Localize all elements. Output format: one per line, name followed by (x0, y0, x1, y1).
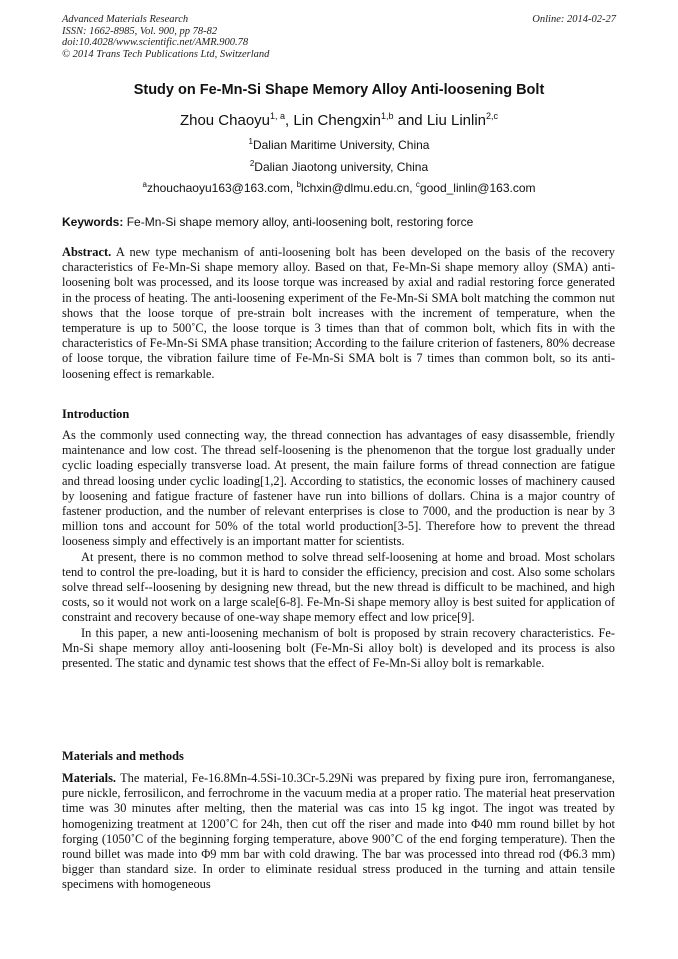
email-a[interactable]: zhouchaoyu163@163.com, (146, 181, 297, 195)
keywords (62, 215, 622, 229)
email-line (0, 181, 678, 195)
introduction-body (62, 428, 615, 671)
journal-name: Advanced Materials Research (62, 14, 189, 25)
abstract (62, 245, 615, 382)
email-b[interactable]: lchxin@dlmu.edu.cn, (301, 181, 416, 195)
intro-paragraph-2: At present, there is no common method to solve thread self-loosening at home and broad. Most scholars tend to control the pre-loading, but it is hard to consider the efficiency, precision and cost. Also some scholars solve thread self--loosening by designing new thread, but the new thread is difficult to be machined, and high costs, so it would not work on a large scale[6-8]. Fe-Mn-Si shape memory alloy is best suited for application of constraint and recovery because of one-way shape memory effect and low price[9]. (62, 549, 615, 625)
journal-issn: ISSN: 1662-8985, Vol. 900, pp 78-82 (62, 25, 218, 37)
intro-paragraph-3: In this paper, a new anti-loosening mechanism of bolt is proposed by strain recovery characteristics. Fe-Mn-Si shape memory alloy anti-loosening bolt (Fe-Mn-Si alloy bolt) is developed and its process is also presented. The static and dynamic test shows that the effect of Fe-Mn-Si alloy bolt is remarkable. (62, 625, 615, 671)
abstract-label: Abstract. (62, 245, 112, 259)
methods-heading: Materials and methods (62, 749, 184, 763)
affiliation-1-sup: 1 (248, 137, 253, 146)
affiliation-1 (0, 138, 678, 152)
author-2-sup: 1,b (380, 111, 394, 121)
author-1: Zhou Chaoyu (179, 112, 271, 129)
methods-body (62, 771, 615, 893)
journal-copyright: © 2014 Trans Tech Publications Ltd, Switzerland (62, 48, 270, 60)
introduction-heading: Introduction (62, 407, 130, 421)
author-1-sup: 1, a (270, 111, 286, 121)
affiliation-1-text: Dalian Maritime University, China (252, 138, 430, 152)
author-3-sup: 2,c (486, 111, 499, 121)
affiliation-2-sup: 2 (249, 159, 255, 168)
author-2: , Lin Chengxin (285, 112, 381, 129)
email-c-sup: c (415, 180, 420, 189)
paper-title: Study on Fe-Mn-Si Shape Memory Alloy Anti-loosening Bolt (133, 82, 545, 98)
author-line (0, 112, 678, 129)
affiliation-2-text: Dalian Jiaotong university, China (254, 160, 429, 174)
online-date: Online: 2014-02-27 (532, 14, 616, 25)
email-c[interactable]: good_linlin@163.com (419, 181, 536, 195)
affiliation-2 (0, 160, 678, 174)
intro-paragraph-1: As the commonly used connecting way, the thread connection has advantages of easy disassemble, friendly maintenance and low cost. The thread self-loosening is the phenomenon that the torgue lost gradually under cyclic loading especially transverse load. At present, the main failure forms of thread connection are fatigue and thread loosing under cyclic loading[1,2]. According to statistics, the economic losses of machinery caused by loosening and fatigue fracture of fastener have run into billions of dollars. China is a major country of fastener production, and the number of relevant enterprises is close to 7000, and the production is near by 3 million tons and account for 50% of the total world production[3-5]. Therefore how to prevent the thread looseness simply and effectively is an important matter for scientists. (62, 428, 615, 549)
abstract-text: A new type mechanism of anti-loosening bolt has been developed on the basis of the recovery characteristics of Fe-Mn-Si shape memory alloy. Based on that, Fe-Mn-Si shape memory alloy (SMA) anti-loosening bolt was processed, and its loose torque was increased by axial and radial restoring force generated in the process of heating. The anti-loosening experiment of the Fe-Mn-Si SMA bolt matching the common nut shows that the loose torque of pre-strain bolt increases with the increment of temperature, when the temperature is up to 500˚C, the loose torque is 3 times than that of common bolt, which fits in with the characteristics of Fe-Mn-Si SMA phase transition; According to the failure criterion of fasteners, 80% decrease of loose torque, the vibration failure time of Fe-Mn-Si SMA bolt is 7 times than common bolt, so its anti-loosening effect is remarkable. (62, 245, 615, 381)
keywords-text: Fe-Mn-Si shape memory alloy, anti-loosening bolt, restoring force (123, 215, 474, 229)
email-a-sup: a (142, 180, 147, 189)
keywords-label: Keywords: (62, 215, 124, 229)
author-3: and Liu Linlin (393, 112, 487, 129)
email-b-sup: b (296, 180, 302, 189)
journal-header (62, 14, 269, 60)
materials-text: The material, Fe-16.8Mn-4.5Si-10.3Cr-5.29Ni was prepared by fixing pure iron, ferromanganese, pure nickle, ferrosilicon, and ferrochrome in the vacuum media at a proper ratio. The material heat preservation time was 30 minutes after melting, then the material was cas into 15 kg ingot. The ingot was treated by homogenizing treatment at 1200˚C for 24h, then cut off the riser and made into Φ40 mm round billet by hot forging (1050˚C of the beginning forging temperature, above 900˚C of the end forging temperature). Then the round billet was made into Φ9 mm bar with cold drawing. The bar was processed into thread rod (Φ6.3 mm) bigger than standard size. In order to eliminate residual stress produced in the turning and attain tensile specimens with homogeneous (62, 771, 615, 892)
journal-doi: doi:10.4028/www.scientific.net/AMR.900.78 (62, 37, 249, 48)
materials-label: Materials. (62, 771, 117, 785)
